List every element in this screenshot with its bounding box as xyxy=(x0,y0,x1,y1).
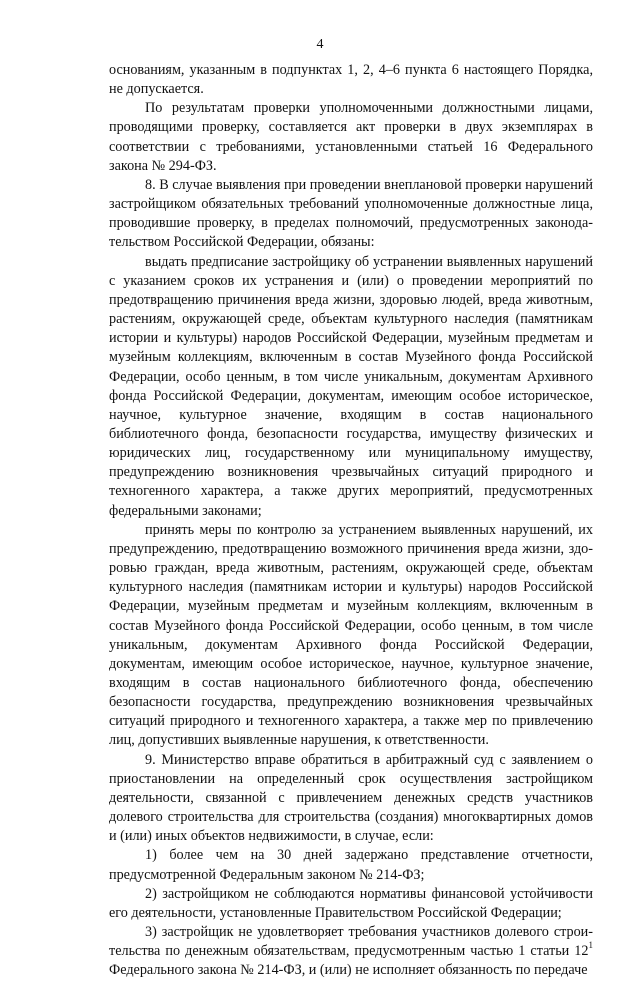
subitem-3-text-start: 3) застройщик не удовлетворяет требования участников долевого строительства по денежным обязательствам, предусмотренным частью 1 статьи 12 xyxy=(109,924,593,960)
paragraph-item-8: 8. В случае выявления при проведении внеплановой проверки нарушений застройщиком обязательных требований уполномоченные должностные лица, проводившие проверку, в пределах полномочий, предусмотренных законодательством Российской Федерации, обязаны: xyxy=(109,176,593,251)
paragraph-subitem-1: 1) более чем на 30 дней задержано представление отчетности, предусмотренной Федеральным законом № 214-ФЗ; xyxy=(109,847,593,883)
paragraph-issue-order: выдать предписание застройщику об устранении выявленных нарушений с указанием сроков их устранения и (или) о проведении мероприятий по предотвращению причинения вреда жизни, здоровью людей, вреда животным, растениям, окружающей среде, объектам культурного наследия (памятникам истории и культуры) народов Российской Федерации, музейным предметам и музейным коллекциям, включенным в состав Музейного фонда Российской Федерации, особо ценным, в том числе уникальным, документам Архивного фонда Российской Федерации, документам, имеющим особое историческое, научное, культурное значение, входящим в состав национального библиотечного фонда, безопасности государства, имуществу физических и юридических лиц, государственному или муниципальному имуществу, предупреждению возникновения чрезвычайных ситуаций природного и техногенного характера, а также других мероприятий, предусмотренных федеральными законами; xyxy=(109,253,593,519)
document-body xyxy=(109,61,593,981)
paragraph-subitem-2: 2) застройщиком не соблюдаются нормативы финансовой устойчивости его деятельности, установленные Правительством Российской Федерации; xyxy=(109,885,593,921)
page-number: 4 xyxy=(316,37,324,52)
paragraph-take-measures: принять меры по контролю за устранением выявленных нарушений, их предупреждению, предотвращению возможного причинения вреда жизни, здоровью граждан, вреда животным, растениям, окружающей среде, объектам культурного наследия (памятникам истории и культуры) народов Российской Федерации, музейным предметам и музейным коллекциям, включенным в состав Музейного фонда Российской Федерации, особо ценным, в том числе уникальным, документам Архивного фонда Российской Федерации, документам, имеющим особое историческое, научное, культурное значение, входящим в состав национального библиотечного фонда, обеспечению безопасности государства, предупреждению возникновения чрезвычайных ситуаций природного и техногенного характера, а также мер по привлечению лиц, допустивших выявленные нарушения, к ответственности. xyxy=(109,521,593,749)
subitem-3-text-end: Федерального закона № 214-ФЗ, и (или) не исполняет обязанность по передаче xyxy=(109,962,588,979)
paragraph-inspection-act: По результатам проверки уполномоченными должностными лицами, проводящими проверку, составляется акт проверки в двух экземплярах в соответствии с требованиями, установленными статьей 16 Федерального закона № 294-ФЗ. xyxy=(109,100,593,174)
paragraph-continuation: основаниям, указанным в подпунктах 1, 2, 4–6 пункта 6 настоящего Порядка, не допускается. xyxy=(109,62,593,98)
article-superscript: 1 xyxy=(588,940,593,951)
paragraph-item-9: 9. Министерство вправе обратиться в арбитражный суд с заявлением о приостановлении на определенный срок осуществления застройщиком деятельности, связанной с привлечением денежных средств участников долевого строительства для строительства (создания) многоквартирных домов и (или) иных объектов недвижимости, в случае, если: xyxy=(109,751,593,845)
paragraph-subitem-3 xyxy=(109,923,593,980)
